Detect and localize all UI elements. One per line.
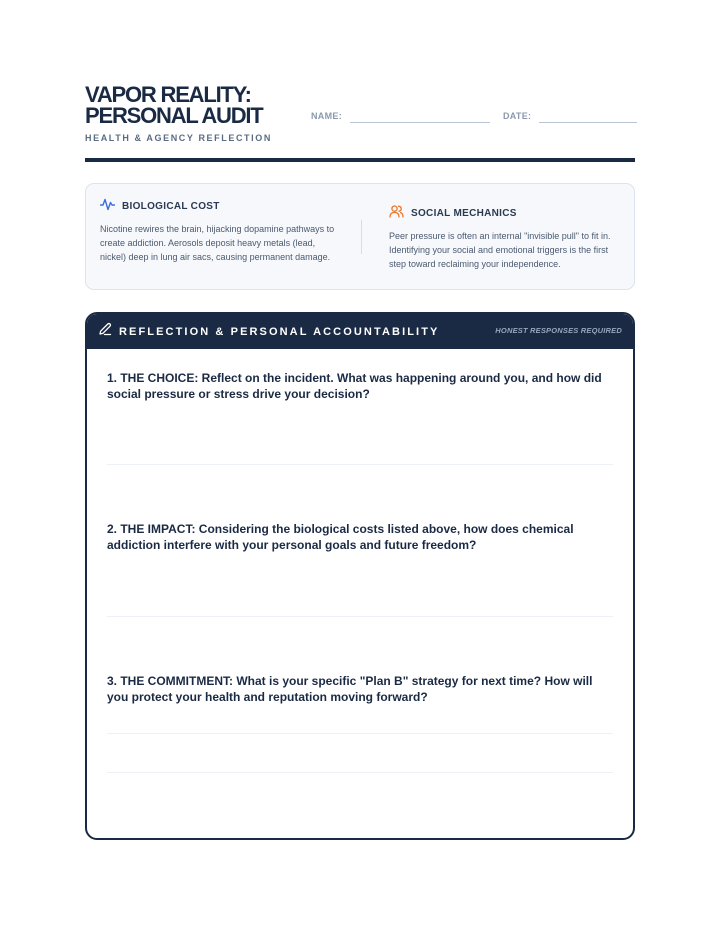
biological-cost-section xyxy=(100,198,336,264)
info-card xyxy=(85,183,635,290)
header-divider xyxy=(85,158,635,162)
question-3: 3. THE COMMITMENT: What is your specific "Plan B" strategy for next time? How will you protect your health and reputation moving forward? xyxy=(107,674,593,704)
reflection-panel-header xyxy=(87,314,633,349)
column-divider xyxy=(361,220,362,254)
name-input-line[interactable] xyxy=(350,108,490,123)
biological-cost-text: Nicotine rewires the brain, hijacking dopamine pathways to create addiction. Aerosols deposit heavy metals (lead, nickel) deep in lung air sacs, causing permanent damage. xyxy=(100,224,335,262)
page-title xyxy=(85,84,315,126)
reflection-panel xyxy=(85,312,635,840)
worksheet-header xyxy=(85,84,635,162)
answer-line-1[interactable] xyxy=(107,464,613,465)
page-subtitle: HEALTH & AGENCY REFLECTION xyxy=(85,133,272,143)
pulse-icon xyxy=(100,198,115,214)
reflection-title: REFLECTION & PERSONAL ACCOUNTABILITY xyxy=(119,325,440,338)
title-line-1: VAPOR REALITY: xyxy=(85,82,251,107)
date-field[interactable] xyxy=(503,108,637,123)
biological-cost-title: BIOLOGICAL COST xyxy=(122,200,220,212)
title-line-2: PERSONAL AUDIT xyxy=(85,103,263,128)
social-mechanics-text: Peer pressure is often an internal "invisible pull" to fit in. Identifying your social and emotional triggers is the first step toward reclaiming your independence. xyxy=(389,231,611,269)
pencil-icon xyxy=(98,322,112,341)
social-mechanics-title: SOCIAL MECHANICS xyxy=(411,207,517,219)
date-input-line[interactable] xyxy=(539,108,637,123)
name-label: NAME: xyxy=(311,110,342,121)
name-field[interactable] xyxy=(311,108,490,123)
social-mechanics-heading xyxy=(389,205,621,221)
honest-responses-note: HONEST RESPONSES REQUIRED xyxy=(495,326,622,335)
date-label: DATE: xyxy=(503,110,532,121)
answer-line-3b[interactable] xyxy=(107,772,613,773)
biological-cost-heading xyxy=(100,198,336,214)
answer-line-2[interactable] xyxy=(107,616,613,617)
users-icon xyxy=(389,205,404,221)
question-2: 2. THE IMPACT: Considering the biological costs listed above, how does chemical addiction interfere with your personal goals and future freedom? xyxy=(107,522,574,552)
social-mechanics-section xyxy=(389,205,621,271)
question-1: 1. THE CHOICE: Reflect on the incident. What was happening around you, and how did social pressure or stress drive your decision? xyxy=(107,371,602,401)
answer-line-3a[interactable] xyxy=(107,733,613,734)
